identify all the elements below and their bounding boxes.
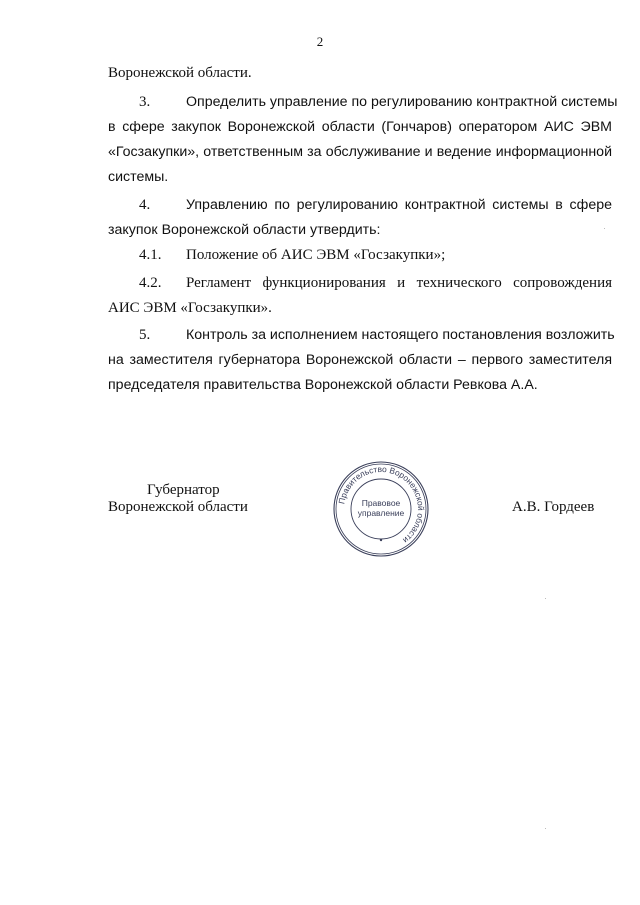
item-3-line-1: Определить управление по регулированию контрактной системы [186,94,618,110]
item-5-line-1: Контроль за исполнением настоящего постановления возложить [186,327,615,343]
item-3-line-3: «Госзакупки», ответственным за обслуживание и ведение информационной [108,144,612,160]
item-4-1-text: Положение об АИС ЭВМ «Госзакупки»; [186,247,446,263]
continuation-text: Воронежской области. [108,65,252,81]
item-4-2-line-1: Регламент функционирования и технического сопровождения [186,275,612,291]
signer-name: А.В. Гордеев [512,499,595,515]
item-4-line-1: Управлению по регулированию контрактной системы в сфере [186,197,612,213]
item-5-number: 5. [139,327,151,343]
item-5-line-3: председателя правительства Воронежской области Ревкова А.А. [108,377,538,393]
scan-speck [545,828,546,829]
item-4-line-2: закупок Воронежской области утвердить: [108,222,381,238]
item-4-2-number: 4.2. [139,275,162,291]
item-4-2-line-2: АИС ЭВМ «Госзакупки». [108,300,272,316]
signer-title-line-1: Губернатор [147,482,220,498]
item-3-line-2: в сфере закупок Воронежской области (Гончаров) оператором АИС ЭВМ [108,119,612,135]
item-3-number: 3. [139,94,151,110]
item-4-1-number: 4.1. [139,247,162,263]
page-number: 2 [316,34,324,49]
seal-inner-line-1: Правовое [361,498,401,508]
seal-inner-line-2: управление [357,508,405,518]
official-seal [332,460,430,558]
item-5-line-2: на заместителя губернатора Воронежской области – первого заместителя [108,352,612,368]
seal-star-mark [380,539,382,541]
scan-speck [604,228,605,229]
seal-outer-text: Правительство Воронежской области [336,463,427,546]
signer-title-line-2: Воронежской области [108,499,248,515]
item-4-number: 4. [139,197,151,213]
scan-speck [545,598,546,599]
item-3-line-4: системы. [108,169,169,185]
